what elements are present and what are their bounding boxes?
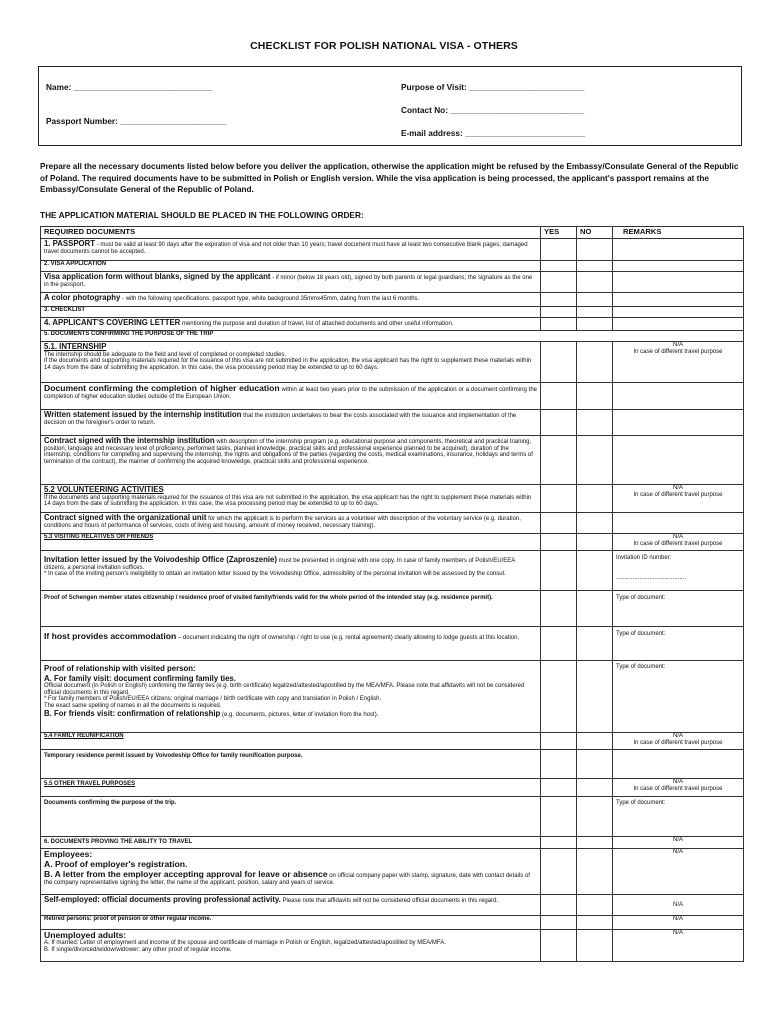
row-relationship-proof: Proof of relationship with visited person: A. For family visit: document confirming family ties. Official document (in Polish or English) confirming the family ties (e.g. birth certificate) legalized/attested/apostilled by the MEA/MFA. Please note that affidavits will not be considered official documents in this regard. * For family members of Polish/EU/EEA citizens: original marriage / birth certificate with copy and translation in Polish / English. The exact same spelling of names in all the documents is required. B. For friends visit: confirmation of relationship (e.g. documents, pictures, letter of invitation from the host). <box>41 661 541 733</box>
yes-cell[interactable] <box>541 551 577 591</box>
order-heading: THE APPLICATION MATERIAL SHOULD BE PLACED IN THE FOLLOWING ORDER: <box>40 210 364 220</box>
row-written-statement: Written statement issued by the internship institution that the institution undertakes to bear the costs associated with the issuance and implementation of the decision on the foreigner's order to return. <box>41 410 541 436</box>
name-field[interactable]: Name: ______________________________ <box>46 82 213 92</box>
row-self-employed: Self-employed: official documents proving professional activity. Please note that affidavits will not be considered official documents in this regard. <box>41 895 541 916</box>
table-row <box>41 627 744 661</box>
table-row <box>41 272 744 293</box>
checklist-table <box>40 226 744 962</box>
row-internship: 5.1. INTERNSHIP The internship should be adequate to the field and level of completed or completed studies. If the documents and supporting materials required for the issuance of this visa are not submitted in the application, the visa applicant has the right to supplement these materials within 14 days from the date of submitting the application. In this case, the visa processing period may be extended to up to 60 days. <box>41 342 541 383</box>
yes-cell[interactable] <box>541 307 577 318</box>
email-field[interactable]: E-mail address: __________________________ <box>401 128 586 138</box>
table-row <box>41 930 744 962</box>
no-cell[interactable] <box>577 383 613 410</box>
table-row <box>41 661 744 733</box>
table-row <box>41 307 744 318</box>
no-cell[interactable] <box>577 534 613 551</box>
yes-cell[interactable] <box>541 591 577 627</box>
purpose-of-visit-field[interactable]: Purpose of Visit: _________________________ <box>401 82 585 92</box>
no-cell[interactable] <box>577 410 613 436</box>
row-unemployed-adults: Unemployed adults: A. If married: Letter of employment and income of the spouse and certificate of marriage in Polish or English, legalized/attested/apostilled by MEA/MFA. B. If single/divorced/widow/widower: any other proof of regular income. <box>41 930 541 962</box>
row-temporary-residence-permit: Temporary residence permit issued by Voivodeship Office for family reunification purpose. <box>41 750 541 779</box>
table-row <box>41 383 744 410</box>
yes-cell[interactable] <box>541 916 577 930</box>
yes-cell[interactable] <box>541 436 577 485</box>
table-row <box>41 485 744 513</box>
row-passport: 1. PASSPORT - must be valid at least 90 days after the expiration of visa and not older than 10 years; travel document must have at least two consecutive blank pages; damaged travel documents cannot be accepted. <box>41 239 541 261</box>
yes-cell[interactable] <box>541 261 577 272</box>
no-cell[interactable] <box>577 779 613 797</box>
no-cell[interactable] <box>577 342 613 383</box>
yes-cell[interactable] <box>541 779 577 797</box>
table-row <box>41 261 744 272</box>
row-photography: A color photography - with the following specifications: passport type, white background 35mmx45mm, dating from the last 6 months. <box>41 293 541 307</box>
section-checklist: 3. CHECKLIST <box>41 307 541 318</box>
remarks-cell[interactable]: N/A In case of different travel purpose <box>613 342 744 383</box>
table-row <box>41 331 744 342</box>
no-cell[interactable] <box>577 797 613 837</box>
no-cell[interactable] <box>577 916 613 930</box>
row-invitation-letter: Invitation letter issued by the Voivodeship Office (Zaproszenie) must be presented in original with one copy. In case of family members of Polish/EU/EEA citizens, a personal invitation suffices. * In case of the inviting person's ineligibility to obtain an invitation letter issued by the Voivodeship Office, admissibility of the personal invitation will be assessed by the consul. <box>41 551 541 591</box>
row-schengen-residence: Proof of Schengen member states citizenship / residence proof of visited family/friends valid for the whole period of the intended stay (e.g. residence permit). <box>41 591 541 627</box>
no-cell[interactable] <box>577 293 613 307</box>
remarks-cell[interactable]: N/A In case of different travel purpose <box>613 779 744 797</box>
remarks-cell[interactable] <box>613 318 744 331</box>
yes-cell[interactable] <box>541 485 577 513</box>
yes-cell[interactable] <box>541 293 577 307</box>
yes-cell[interactable] <box>541 383 577 410</box>
remarks-cell[interactable] <box>613 293 744 307</box>
remarks-cell[interactable]: N/A In case of different travel purpose <box>613 534 744 551</box>
no-cell[interactable] <box>577 930 613 962</box>
yes-cell[interactable] <box>541 750 577 779</box>
type-of-document-cell[interactable]: Type of document: <box>613 661 744 733</box>
no-cell[interactable] <box>577 318 613 331</box>
yes-cell[interactable] <box>541 239 577 261</box>
no-cell[interactable] <box>577 627 613 661</box>
header-no: NO <box>577 227 613 239</box>
row-volunteer-contract: Contract signed with the organizational unit for which the applicant is to perform the services as a volunteer with description of the voluntary service (e.g. duration, conditions and hours of performance of services, costs of living and housing, amount of money received, necessary training). <box>41 513 541 534</box>
no-cell[interactable] <box>577 307 613 318</box>
section-purpose-of-trip: 5. DOCUMENTS CONFIRMING THE PURPOSE OF THE TRIP <box>41 331 744 342</box>
no-cell[interactable] <box>577 750 613 779</box>
table-row <box>41 591 744 627</box>
table-row <box>41 410 744 436</box>
intro-paragraph: Prepare all the necessary documents listed below before you deliver the application, otherwise the application might be refused by the Embassy/Consulate General of the Republic of Poland. The required documents have to be submitted in Polish or English version. While the visa application is being processed, the applicant's passport remains at the Embassy/Consulate General of the Republic of Poland. <box>40 162 739 194</box>
table-row <box>41 436 744 485</box>
yes-cell[interactable] <box>541 837 577 849</box>
no-cell[interactable] <box>577 661 613 733</box>
yes-cell[interactable] <box>541 733 577 750</box>
section-family-reunification: 5.4 FAMILY REUNIFICATION <box>41 733 541 750</box>
row-accommodation: If host provides accommodation – document indicating the right of ownership / right to use (e.g. rental agreement) clearly allowing to lodge guests at this location. <box>41 627 541 661</box>
no-cell[interactable] <box>577 733 613 750</box>
row-retired-persons: Retired persons: proof of pension or other regular income. <box>41 916 541 930</box>
row-application-form: Visa application form without blanks, signed by the applicant - if minor (below 18 years old), signed by both parents or legal guardians; the signature as the one in the passport. <box>41 272 541 293</box>
yes-cell[interactable] <box>541 318 577 331</box>
table-row <box>41 797 744 837</box>
yes-cell[interactable] <box>541 342 577 383</box>
row-internship-contract: Contract signed with the internship institution with description of the internship program (e.g. educational purpose and components, theoretical and practical training, position, language and necessary level of proficiency, performed tasks, planned knowledge, practical skills and professional experience planned to be acquired), duration of the internship, conditions for completing and supervising the internship, the rights and obligations of the parties (regarding the costs, medical examinations, insurance, holidays and terms of termination of the contract), the manner of confirming the acquired knowledge, practical skills and professional experience. <box>41 436 541 485</box>
remarks-cell[interactable]: N/A <box>613 849 744 895</box>
row-volunteering: 5.2 VOLUNTEERING ACTIVITIES If the documents and supporting materials required for the issuance of this visa are not submitted in the application, the visa applicant has the right to supplement these materials within 14 days from the date of submitting the application. In this case, the visa processing period may be extended to up to 60 days. <box>41 485 541 513</box>
row-covering-letter: 4. APPLICANT'S COVERING LETTER mentioning the purpose and duration of travel, list of attached documents and other useful information. <box>41 318 541 331</box>
remarks-cell[interactable] <box>613 513 744 534</box>
section-visiting-relatives: 5.3 VISITING RELATIVES OR FRIENDS <box>41 534 541 551</box>
table-row <box>41 733 744 750</box>
page-title: CHECKLIST FOR POLISH NATIONAL VISA - OTHERS <box>250 40 518 52</box>
remarks-cell[interactable] <box>613 410 744 436</box>
table-row <box>41 318 744 331</box>
table-row <box>41 293 744 307</box>
no-cell[interactable] <box>577 513 613 534</box>
table-row <box>41 916 744 930</box>
no-cell[interactable] <box>577 849 613 895</box>
remarks-cell[interactable]: N/A In case of different travel purpose <box>613 733 744 750</box>
yes-cell[interactable] <box>541 849 577 895</box>
table-row <box>41 342 744 383</box>
yes-cell[interactable] <box>541 627 577 661</box>
table-row <box>41 779 744 797</box>
remarks-cell[interactable]: N/A <box>613 837 744 849</box>
no-cell[interactable] <box>577 837 613 849</box>
remarks-cell[interactable] <box>613 383 744 410</box>
header-remarks: REMARKS <box>613 227 744 239</box>
no-cell[interactable] <box>577 261 613 272</box>
table-row <box>41 849 744 895</box>
invitation-id-cell[interactable]: Invitation ID number: .......................................... <box>613 551 744 591</box>
yes-cell[interactable] <box>541 534 577 551</box>
yes-cell[interactable] <box>541 930 577 962</box>
yes-cell[interactable] <box>541 797 577 837</box>
table-row <box>41 513 744 534</box>
remarks-cell[interactable] <box>613 261 744 272</box>
no-cell[interactable] <box>577 436 613 485</box>
applicant-info-box <box>38 66 742 146</box>
table-row <box>41 551 744 591</box>
yes-cell[interactable] <box>541 272 577 293</box>
passport-number-field[interactable]: Passport Number: _______________________ <box>46 116 227 126</box>
type-of-document-cell[interactable]: Type of document: <box>613 797 744 837</box>
table-row <box>41 750 744 779</box>
header-yes: YES <box>541 227 577 239</box>
no-cell[interactable] <box>577 272 613 293</box>
section-visa-application: 2. VISA APPLICATION <box>41 261 541 272</box>
remarks-cell[interactable]: N/A <box>613 916 744 930</box>
yes-cell[interactable] <box>541 895 577 916</box>
remarks-cell[interactable] <box>613 239 744 261</box>
no-cell[interactable] <box>577 551 613 591</box>
no-cell[interactable] <box>577 239 613 261</box>
row-other-purpose-documents: Documents confirming the purpose of the trip. <box>41 797 541 837</box>
no-cell[interactable] <box>577 895 613 916</box>
remarks-cell[interactable]: N/A <box>613 930 744 962</box>
yes-cell[interactable] <box>541 513 577 534</box>
table-row <box>41 239 744 261</box>
table-row <box>41 534 744 551</box>
remarks-cell[interactable]: N/A <box>613 895 744 916</box>
no-cell[interactable] <box>577 591 613 627</box>
row-employees: Employees: A. Proof of employer's registration. B. A letter from the employer accepting approval for leave or absence on official company paper with stamp, signature, date with contact details of the company representative signing the letter, the name of the applicant, position, salary and years of service. <box>41 849 541 895</box>
table-row <box>41 837 744 849</box>
remarks-cell[interactable]: N/A In case of different travel purpose <box>613 485 744 513</box>
header-required-documents: REQUIRED DOCUMENTS <box>41 227 541 239</box>
table-row <box>41 895 744 916</box>
remarks-cell[interactable] <box>613 272 744 293</box>
remarks-cell[interactable] <box>613 750 744 779</box>
yes-cell[interactable] <box>541 410 577 436</box>
no-cell[interactable] <box>577 485 613 513</box>
type-of-document-cell[interactable]: Type of document: <box>613 591 744 627</box>
type-of-document-cell[interactable]: Type of document: <box>613 627 744 661</box>
remarks-cell[interactable] <box>613 307 744 318</box>
remarks-cell[interactable] <box>613 436 744 485</box>
yes-cell[interactable] <box>541 661 577 733</box>
contact-no-field[interactable]: Contact No: _____________________________ <box>401 105 585 115</box>
section-ability-to-travel: 6. DOCUMENTS PROVING THE ABILITY TO TRAVEL <box>41 837 541 849</box>
table-header-row <box>41 227 744 239</box>
section-other-travel-purposes: 5.5 OTHER TRAVEL PURPOSES <box>41 779 541 797</box>
row-higher-education: Document confirming the completion of higher education within at least two years prior to the submission of the application or a document confirming the completion of higher education studies outside of the European Union. <box>41 383 541 410</box>
